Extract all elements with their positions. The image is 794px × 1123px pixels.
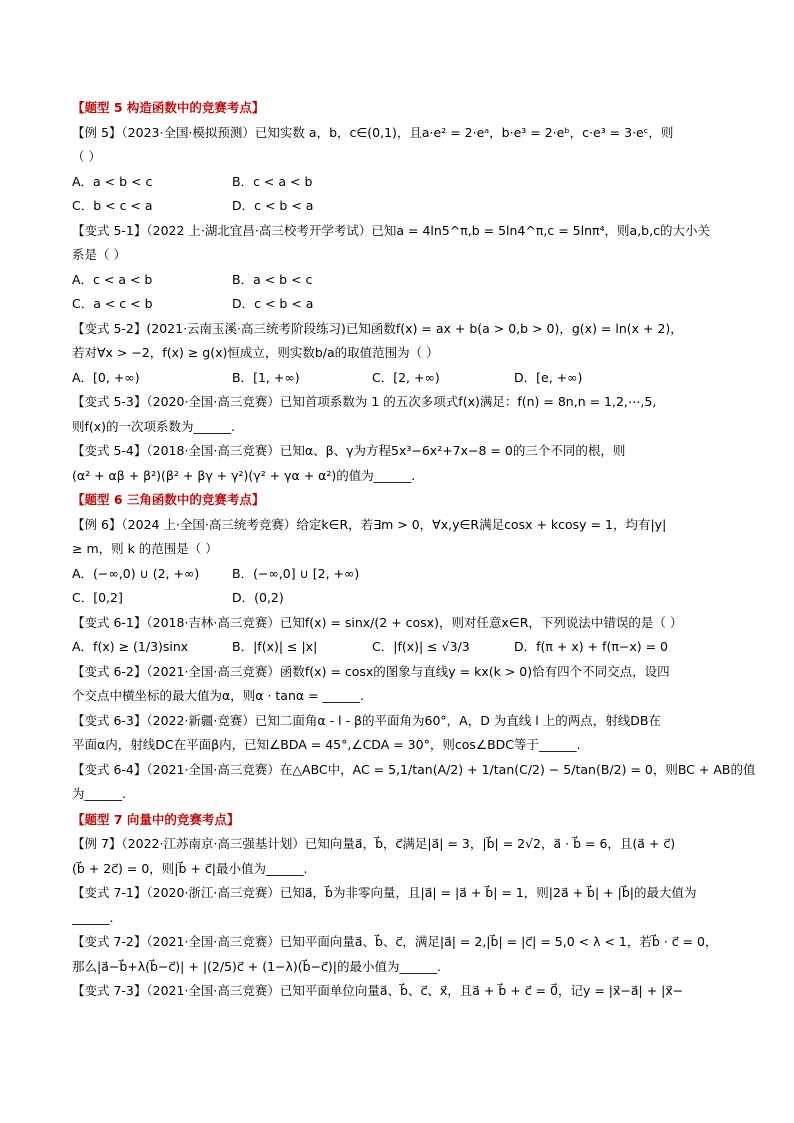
option-c: C．a < c < b: [72, 296, 153, 311]
problem-line: （ ）: [72, 149, 101, 164]
problem-line: 【例 6】（2024 上·全国·高三统考竞赛）给定k∈R，若∃m > 0，∀x,y∈R满足cosx + kcosy = 1，均有|y|: [72, 516, 667, 532]
problem-line: 平面α内，射线DC在平面β内，已知∠BDA = 45°,∠CDA = 30°，则cos∠BDC等于______.: [72, 737, 581, 752]
option-d: D．(0,2): [232, 590, 284, 605]
answer-options: [72, 170, 724, 195]
option-b: B．a < b < c: [232, 271, 313, 287]
problem-line: 【变式 6-4】（2021·全国·高三竞赛）在△ABC中，AC = 5,1/tan(A/2) + 1/tan(C/2) − 5/tan(B/2) = 0，则BC + AB的值: [72, 761, 756, 777]
option-a: A．(−∞,0) ∪ (2, +∞): [72, 565, 200, 581]
option-c: C．[0,2]: [72, 590, 123, 605]
problem-line: 【变式 7-3】（2021·全国·高三竞赛）已知平面单位向量a⃗、b⃗、c⃗、x⃗，且a⃗ + b⃗ + c⃗ = 0⃗，记y = |x⃗−a⃗| + |x⃗−: [72, 983, 684, 998]
option-b: B．|f(x)| ≤ |x|: [232, 639, 318, 654]
section-heading: 【题型 7 向量中的竞赛考点】: [72, 811, 240, 827]
problem-line: 那么|a⃗−b⃗+λ(b⃗−c⃗)| + |(2/5)c⃗ + (1−λ)(b⃗−c⃗)|的最小值为______.: [72, 958, 441, 974]
option-c: C．|f(x)| ≤ √3/3: [372, 639, 470, 654]
option-d: D．c < b < a: [232, 296, 314, 311]
answer-options: [72, 366, 724, 391]
problem-line: 【变式 5-3】（2020·全国·高三竞赛）已知首项系数为 1 的五次多项式f(x)满足：f(n) = 8n,n = 1,2,⋯,5,: [72, 394, 657, 409]
answer-options: [72, 292, 724, 317]
answer-options: [72, 194, 724, 219]
option-a: A．[0, +∞): [72, 369, 140, 385]
answer-options: [72, 586, 724, 611]
section-heading: 【题型 5 构造函数中的竞赛考点】: [72, 100, 265, 115]
problem-line: 【变式 6-3】（2022·新疆·竞赛）已知二面角α - l - β的平面角为60°，A，D 为直线 l 上的两点，射线DB在: [72, 712, 661, 728]
option-a: A．f(x) ≥ (1/3)sinx: [72, 639, 189, 654]
answer-options: [72, 562, 724, 587]
problem-line: 【变式 5-1】（2022 上·湖北宜昌·高三校考开学考试）已知a = 4ln5^π,b = 5ln4^π,c = 5lnπ⁴，则a,b,c的大小关: [72, 222, 710, 238]
option-a: A．a < b < c: [72, 173, 153, 189]
problem-line: (α² + αβ + β²)(β² + βγ + γ²)(γ² + γα + α²)的值为______.: [72, 467, 416, 483]
option-d: D．c < b < a: [232, 198, 314, 213]
problem-line: 【例 5】（2023·全国·模拟预测）已知实数 a，b，c∈(0,1)，且a·e² = 2·eᵃ，b·e³ = 2·eᵇ，c·e³ = 3·eᶜ，则: [72, 124, 674, 140]
option-b: B．c < a < b: [232, 173, 313, 189]
document-page: [72, 96, 756, 1004]
problem-line: 若对∀x > −2，f(x) ≥ g(x)恒成立，则实数b/a的取值范围为（ ）: [72, 345, 439, 360]
problem-line: 则f(x)的一次项系数为______.: [72, 418, 236, 434]
problem-line: 【例 7】（2022·江苏南京·高三强基计划）已知向量a⃗，b⃗，c⃗满足|a⃗| = 3，|b⃗| = 2√2，a⃗ · b⃗ = 6，且(a⃗ + c⃗): [72, 836, 676, 851]
option-d: D．f(π + x) + f(π−x) = 0: [514, 639, 668, 654]
option-c: C．[2, +∞): [372, 369, 440, 385]
problem-line: 为______.: [72, 786, 126, 801]
problem-line: 系是（ ）: [72, 247, 126, 262]
option-c: C．b < c < a: [72, 198, 153, 213]
section-heading: 【题型 6 三角函数中的竞赛考点】: [72, 492, 265, 507]
problem-line: 【变式 5-4】（2018·全国·高三竞赛）已知α、β、γ为方程5x³−6x²+7x−8 = 0的三个不同的根，则: [72, 443, 626, 458]
option-d: D．[e, +∞): [514, 369, 583, 385]
option-a: A．c < a < b: [72, 271, 153, 287]
problem-line: ≥ m，则 k 的范围是（ ）: [72, 541, 218, 556]
problem-line: 【变式 7-1】（2020·浙江·高三竞赛）已知a⃗，b⃗为非零向量，且|a⃗| = |a⃗ + b⃗| = 1，则|2a⃗ + b⃗| + |b⃗|的最大值为: [72, 885, 697, 900]
problem-line: 个交点中横坐标的最大值为α，则α · tanα = ______.: [72, 688, 365, 703]
answer-options: [72, 268, 724, 293]
problem-line: 【变式 6-2】（2021·全国·高三竞赛）函数f(x) = cosx的图象与直线y = kx(k > 0)恰有四个不同交点，设四: [72, 663, 670, 679]
answer-options: [72, 635, 724, 660]
problem-line: 【变式 5-2】(2021·云南玉溪·高三统考阶段练习)已知函数f(x) = ax + b(a > 0,b > 0)，g(x) = ln(x + 2)，: [72, 320, 683, 336]
option-b: B．[1, +∞): [232, 369, 300, 385]
problem-line: 【变式 6-1】（2018·吉林·高三竞赛）已知f(x) = sinx/(2 + cosx)，则对任意x∈R，下列说法中错误的是（ ）: [72, 614, 683, 630]
problem-line: 【变式 7-2】（2021·全国·高三竞赛）已知平面向量a⃗、b⃗、c⃗，满足|a⃗| = 2,|b⃗| = |c⃗| = 5,0 < λ < 1，若b⃗ · c⃗ = 0，: [72, 934, 718, 949]
problem-line: (b⃗ + 2c⃗) = 0，则|b⃗ + c⃗|最小值为______.: [72, 860, 308, 876]
option-b: B．(−∞,0] ∪ [2, +∞): [232, 565, 360, 581]
problem-line: ______.: [72, 909, 114, 925]
